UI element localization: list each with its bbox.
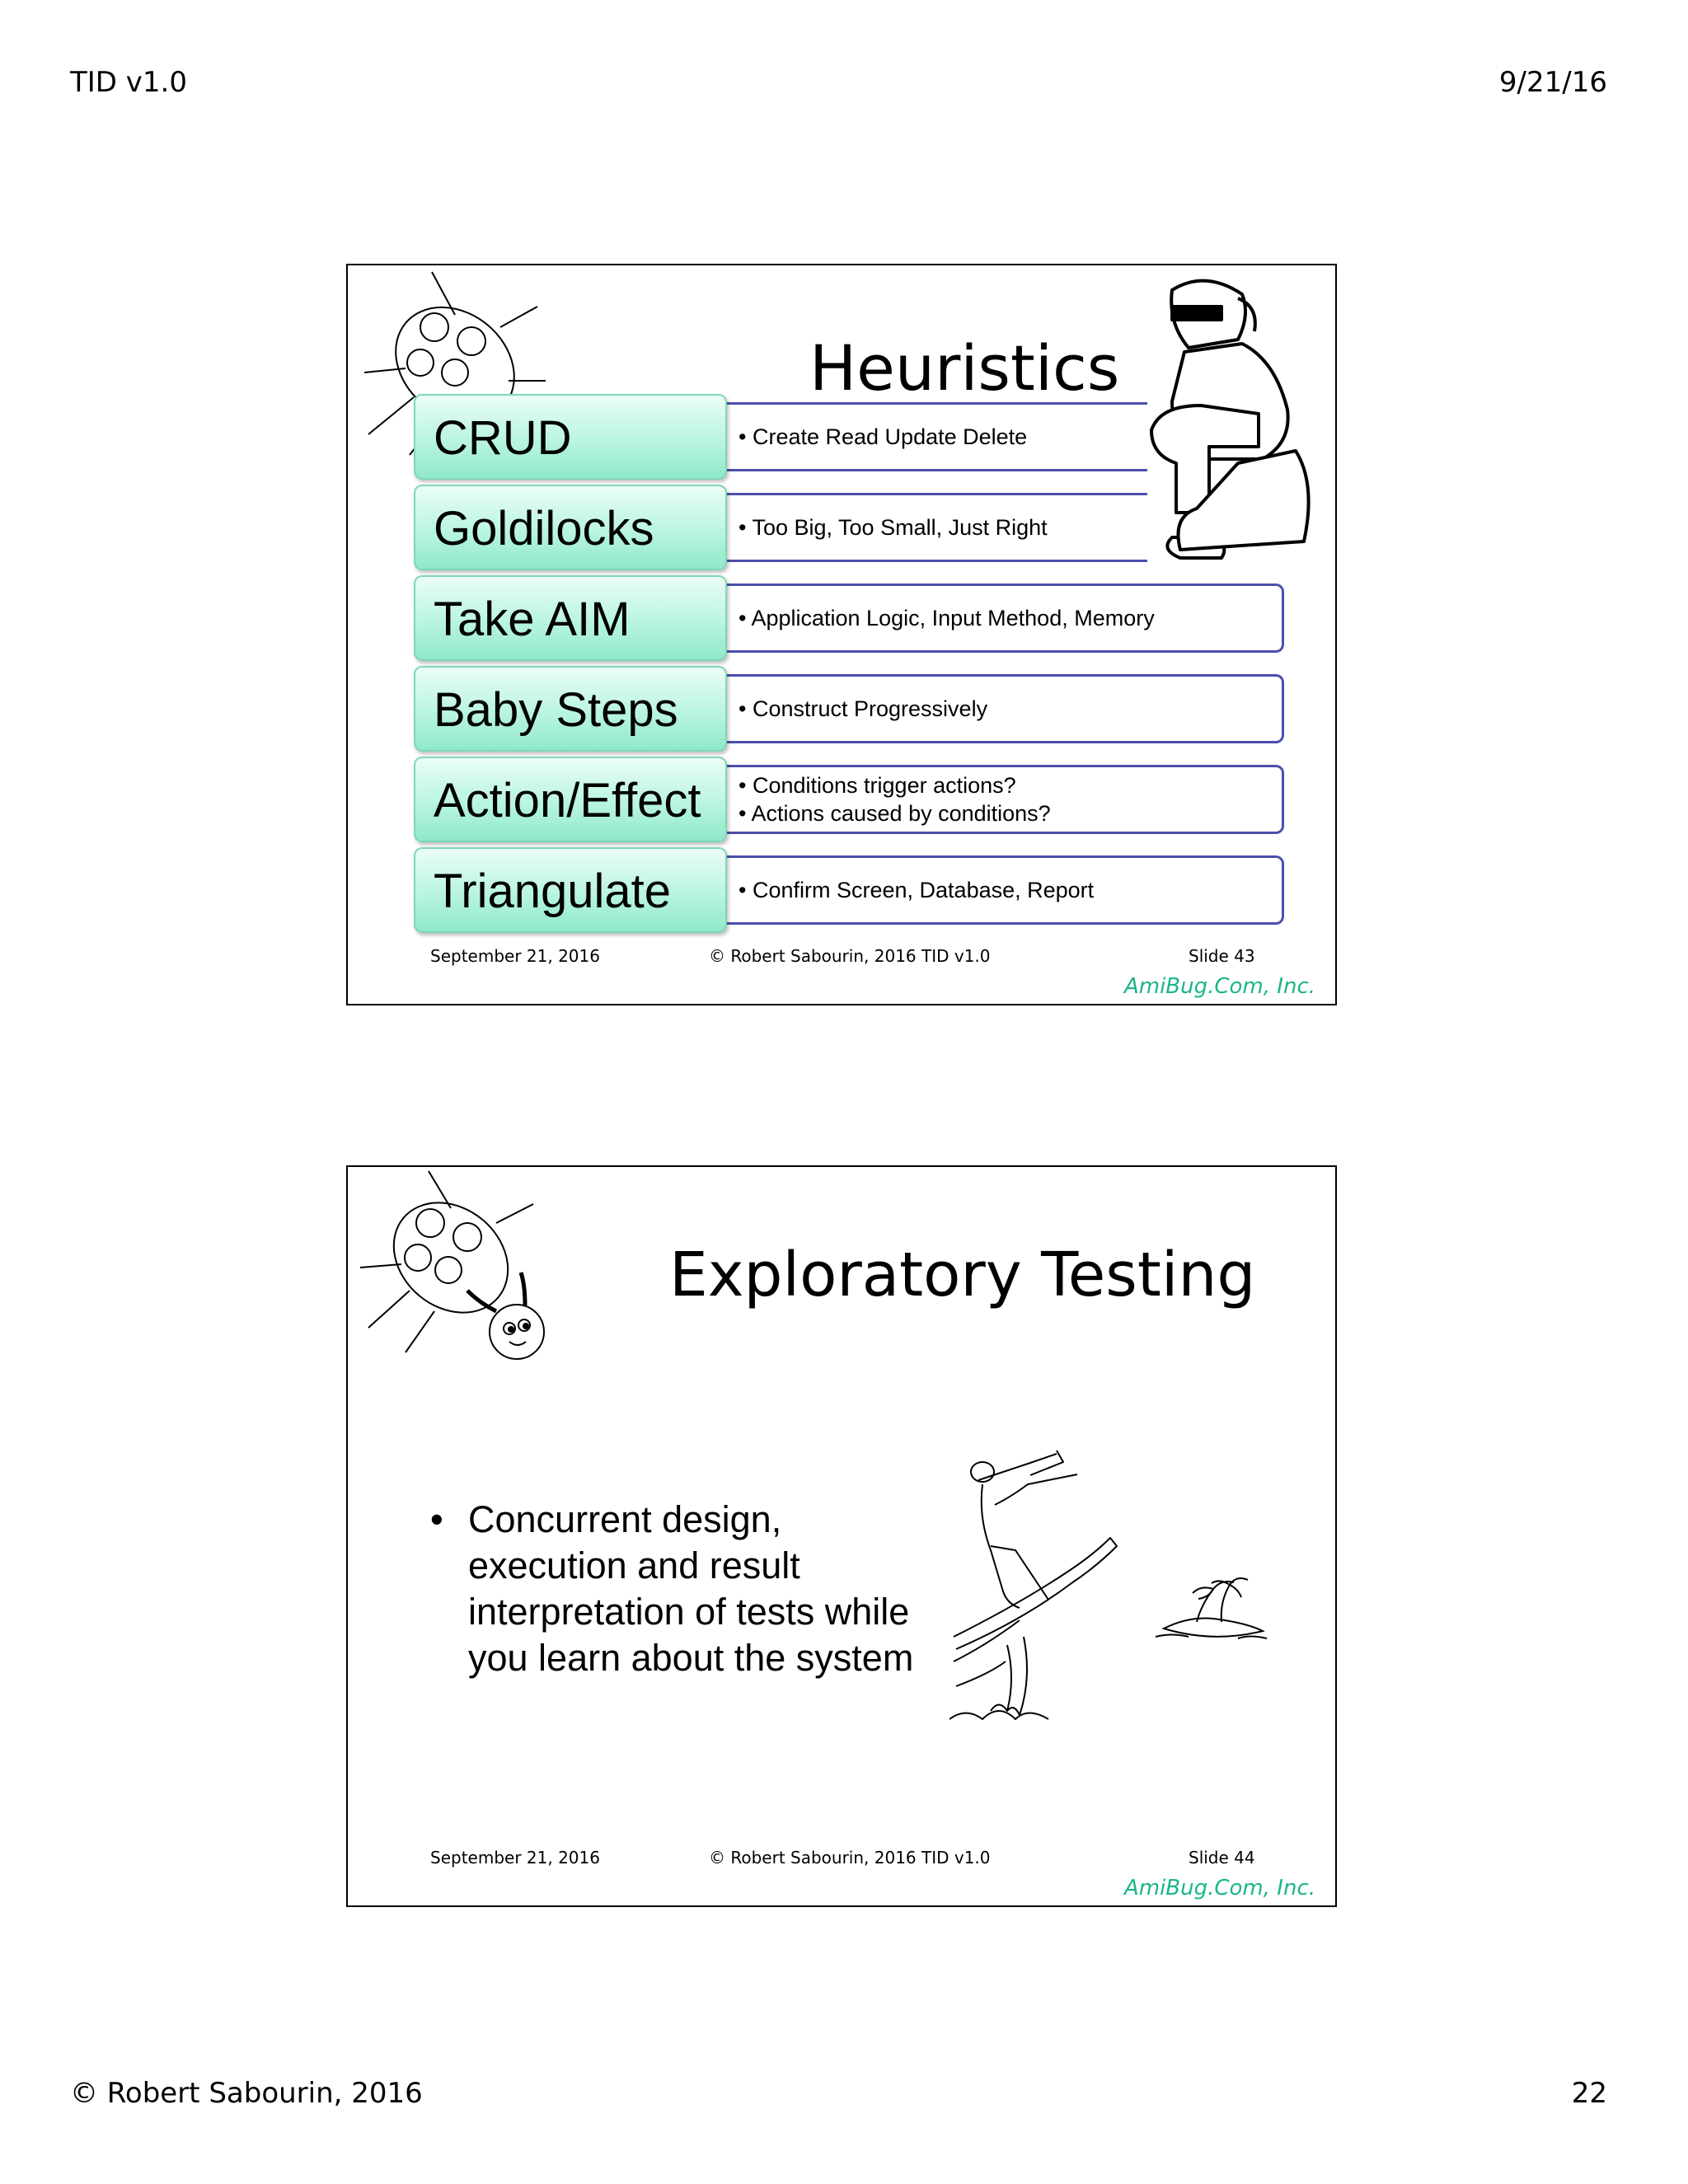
- bullet-line: interpretation of tests while: [468, 1591, 910, 1633]
- heuristic-bullet: • Create Read Update Delete: [738, 424, 1028, 449]
- slide-heuristics: [346, 264, 1337, 1005]
- slide-footer-date: September 21, 2016: [430, 1848, 600, 1868]
- heuristic-desc-action-effect: [727, 765, 1284, 834]
- heuristic-desc-crud: [727, 402, 1147, 471]
- island-icon: [1156, 1571, 1271, 1645]
- heuristic-bullet: • Application Logic, Input Method, Memory: [738, 606, 1155, 630]
- ladybug-icon: [356, 1167, 562, 1381]
- heuristic-label-action-effect: Action/Effect: [414, 757, 727, 842]
- brand-logo-text: AmiBug.Com, Inc.: [1123, 974, 1315, 999]
- heuristic-label-goldilocks: Goldilocks: [414, 485, 727, 570]
- slide-footer-copyright: © Robert Sabourin, 2016 TID v1.0: [709, 946, 991, 966]
- slide-number: Slide 43: [1189, 946, 1255, 966]
- heuristic-bullet: • Actions caused by conditions?: [738, 801, 1051, 826]
- bullet-line: Concurrent design,: [468, 1498, 782, 1540]
- heuristic-desc-take-aim: [727, 583, 1284, 653]
- slide-footer-copyright: © Robert Sabourin, 2016 TID v1.0: [709, 1848, 991, 1868]
- slide-title: Heuristics: [809, 331, 1120, 405]
- heuristic-bullet: • Too Big, Too Small, Just Right: [738, 515, 1048, 540]
- explorer-telescope-icon: [950, 1447, 1139, 1727]
- heuristic-desc-goldilocks: [727, 493, 1147, 562]
- page-header-left: TID v1.0: [70, 66, 187, 99]
- page-header-date: 9/21/16: [1498, 66, 1607, 99]
- heuristic-bullet: • Construct Progressively: [738, 696, 988, 721]
- bullet-text: [430, 1497, 941, 1681]
- page-footer-copyright: © Robert Sabourin, 2016: [70, 2077, 423, 2110]
- bullet-dot: •: [430, 1498, 443, 1540]
- heuristic-label-take-aim: Take AIM: [414, 575, 727, 661]
- slide-number: Slide 44: [1189, 1848, 1255, 1868]
- slide-title: Exploratory Testing: [669, 1240, 1256, 1310]
- thinker-icon: [1139, 274, 1320, 570]
- bullet-line: execution and result: [468, 1544, 800, 1586]
- bullet-line: you learn about the system: [468, 1637, 914, 1679]
- heuristic-label-baby-steps: Baby Steps: [414, 666, 727, 752]
- heuristic-desc-baby-steps: [727, 674, 1284, 743]
- heuristic-label-triangulate: Triangulate: [414, 847, 727, 933]
- heuristic-label-crud: CRUD: [414, 394, 727, 480]
- brand-logo-text: AmiBug.Com, Inc.: [1123, 1876, 1315, 1900]
- slide-exploratory-testing: [346, 1165, 1337, 1907]
- heuristic-desc-triangulate: [727, 855, 1284, 925]
- heuristic-bullet: • Confirm Screen, Database, Report: [738, 878, 1095, 902]
- slide-footer-date: September 21, 2016: [430, 946, 600, 966]
- page-number: 22: [1571, 2077, 1607, 2110]
- heuristic-bullet: • Conditions trigger actions?: [738, 773, 1016, 798]
